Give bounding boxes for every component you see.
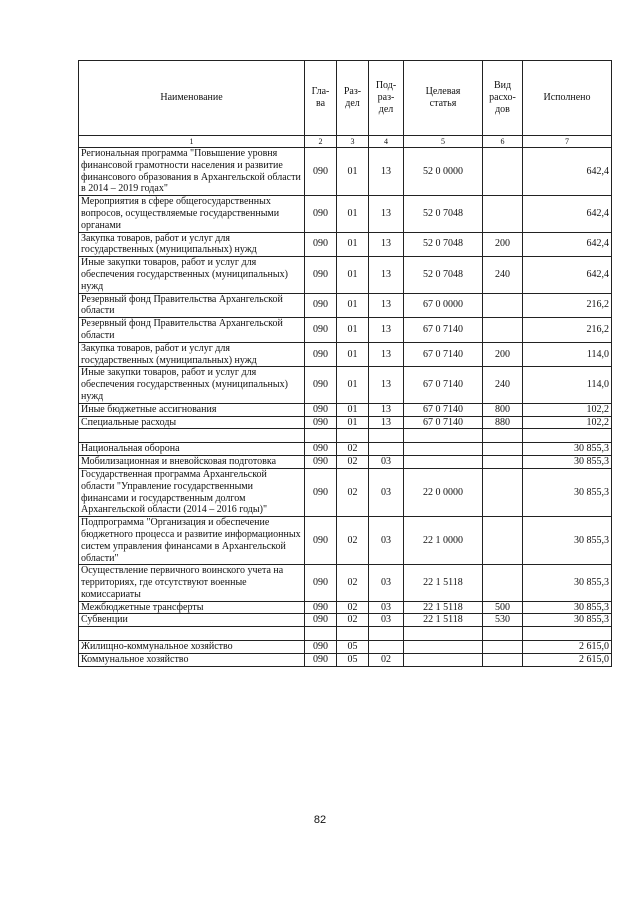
- table-row: [79, 614, 612, 627]
- table-row: [79, 342, 612, 367]
- empty-cell: [337, 429, 369, 443]
- cell-expense-type: 200: [483, 232, 523, 257]
- table-row: [79, 443, 612, 456]
- table-row: [79, 196, 612, 232]
- column-number: 2: [305, 136, 337, 148]
- cell-target-article: 67 0 7140: [404, 416, 483, 429]
- cell-name: Национальная оборона: [79, 443, 305, 456]
- table-row: [79, 367, 612, 403]
- cell-name: Закупка товаров, работ и услуг для государственных (муниципальных) нужд: [79, 232, 305, 257]
- cell-name: Иные закупки товаров, работ и услуг для обеспечения государственных (муниципальных) нужд: [79, 257, 305, 293]
- cell-name: Жилищно-коммунальное хозяйство: [79, 641, 305, 654]
- cell-target-article: 67 0 7140: [404, 318, 483, 343]
- cell-chapter: 090: [305, 601, 337, 614]
- cell-executed-amount: 102,2: [523, 403, 612, 416]
- cell-expense-type: 200: [483, 342, 523, 367]
- cell-name: Резервный фонд Правительства Архангельской области: [79, 318, 305, 343]
- cell-executed-amount: 642,4: [523, 257, 612, 293]
- cell-chapter: 090: [305, 318, 337, 343]
- empty-cell: [369, 627, 404, 641]
- cell-executed-amount: 30 855,3: [523, 565, 612, 601]
- cell-name: Мобилизационная и вневойсковая подготовка: [79, 456, 305, 469]
- cell-chapter: 090: [305, 293, 337, 318]
- cell-subsection: 13: [369, 416, 404, 429]
- cell-section: 05: [337, 654, 369, 667]
- cell-chapter: 090: [305, 257, 337, 293]
- cell-expense-type: [483, 318, 523, 343]
- cell-executed-amount: 2 615,0: [523, 654, 612, 667]
- column-number: 6: [483, 136, 523, 148]
- cell-target-article: 22 1 5118: [404, 565, 483, 601]
- column-number: 7: [523, 136, 612, 148]
- cell-expense-type: [483, 293, 523, 318]
- table-header-row: [79, 61, 612, 136]
- cell-subsection: [369, 641, 404, 654]
- cell-name: Иные закупки товаров, работ и услуг для обеспечения государственных (муниципальных) нужд: [79, 367, 305, 403]
- header-subsection: Под- раз- дел: [369, 61, 404, 136]
- cell-target-article: 67 0 0000: [404, 293, 483, 318]
- cell-subsection: 13: [369, 232, 404, 257]
- cell-target-article: 22 1 5118: [404, 614, 483, 627]
- cell-section: 01: [337, 403, 369, 416]
- cell-chapter: 090: [305, 517, 337, 565]
- cell-target-article: 52 0 7048: [404, 257, 483, 293]
- cell-subsection: 13: [369, 367, 404, 403]
- cell-chapter: 090: [305, 641, 337, 654]
- cell-name: Иные бюджетные ассигнования: [79, 403, 305, 416]
- cell-section: 01: [337, 232, 369, 257]
- cell-name: Субвенции: [79, 614, 305, 627]
- table-row: [79, 641, 612, 654]
- cell-executed-amount: 216,2: [523, 293, 612, 318]
- cell-expense-type: 240: [483, 367, 523, 403]
- cell-expense-type: [483, 443, 523, 456]
- cell-target-article: 52 0 0000: [404, 148, 483, 196]
- column-number: 4: [369, 136, 404, 148]
- cell-section: 02: [337, 456, 369, 469]
- cell-subsection: 13: [369, 148, 404, 196]
- cell-subsection: 13: [369, 196, 404, 232]
- cell-target-article: [404, 641, 483, 654]
- cell-name: Специальные расходы: [79, 416, 305, 429]
- cell-target-article: 67 0 7140: [404, 367, 483, 403]
- column-number: 3: [337, 136, 369, 148]
- cell-executed-amount: 216,2: [523, 318, 612, 343]
- cell-expense-type: [483, 565, 523, 601]
- cell-chapter: 090: [305, 232, 337, 257]
- cell-executed-amount: 642,4: [523, 232, 612, 257]
- cell-subsection: 03: [369, 456, 404, 469]
- cell-subsection: 03: [369, 614, 404, 627]
- cell-name: Государственная программа Архангельской области "Управление государственными финансами и государственным долгом Архангельской области (2014 – 2016 годы)": [79, 468, 305, 516]
- cell-section: 01: [337, 318, 369, 343]
- cell-section: 02: [337, 565, 369, 601]
- header-expense-type: Вид расхо- дов: [483, 61, 523, 136]
- budget-execution-table: [78, 60, 612, 667]
- cell-executed-amount: 30 855,3: [523, 601, 612, 614]
- table-row: [79, 601, 612, 614]
- cell-executed-amount: 30 855,3: [523, 517, 612, 565]
- column-number: 5: [404, 136, 483, 148]
- cell-target-article: 22 1 0000: [404, 517, 483, 565]
- cell-section: 01: [337, 148, 369, 196]
- cell-chapter: 090: [305, 416, 337, 429]
- table-row: [79, 232, 612, 257]
- cell-chapter: 090: [305, 367, 337, 403]
- cell-target-article: 52 0 7048: [404, 232, 483, 257]
- cell-expense-type: [483, 456, 523, 469]
- empty-cell: [337, 627, 369, 641]
- cell-section: 02: [337, 614, 369, 627]
- cell-section: 01: [337, 416, 369, 429]
- cell-target-article: 67 0 7140: [404, 403, 483, 416]
- cell-target-article: 22 0 0000: [404, 468, 483, 516]
- table-row: [79, 148, 612, 196]
- cell-expense-type: [483, 468, 523, 516]
- cell-subsection: 13: [369, 403, 404, 416]
- cell-chapter: 090: [305, 342, 337, 367]
- cell-expense-type: 800: [483, 403, 523, 416]
- table-row: [79, 318, 612, 343]
- cell-expense-type: 500: [483, 601, 523, 614]
- cell-chapter: 090: [305, 148, 337, 196]
- cell-chapter: 090: [305, 614, 337, 627]
- empty-cell: [523, 627, 612, 641]
- cell-executed-amount: 30 855,3: [523, 614, 612, 627]
- cell-section: 02: [337, 601, 369, 614]
- cell-section: 01: [337, 293, 369, 318]
- table-body: [79, 136, 612, 667]
- cell-chapter: 090: [305, 654, 337, 667]
- table-row: [79, 403, 612, 416]
- empty-cell: [369, 429, 404, 443]
- table-row: [79, 565, 612, 601]
- empty-cell: [483, 429, 523, 443]
- cell-section: 01: [337, 342, 369, 367]
- table-row: [79, 456, 612, 469]
- cell-section: 01: [337, 196, 369, 232]
- cell-section: 05: [337, 641, 369, 654]
- cell-subsection: 02: [369, 654, 404, 667]
- column-number-row: [79, 136, 612, 148]
- cell-section: 01: [337, 257, 369, 293]
- header-name: Наименование: [79, 61, 305, 136]
- cell-name: Осуществление первичного воинского учета на территориях, где отсутствуют военные комиссариаты: [79, 565, 305, 601]
- table-row: [79, 257, 612, 293]
- cell-executed-amount: 642,4: [523, 196, 612, 232]
- cell-name: Мероприятия в сфере общегосударственных вопросов, осуществляемые государственными органами: [79, 196, 305, 232]
- page-number: 82: [313, 814, 327, 826]
- header-target-article: Целевая статья: [404, 61, 483, 136]
- cell-executed-amount: 30 855,3: [523, 443, 612, 456]
- blank-row: [79, 627, 612, 641]
- cell-expense-type: 240: [483, 257, 523, 293]
- cell-section: 02: [337, 443, 369, 456]
- cell-subsection: 13: [369, 318, 404, 343]
- table-row: [79, 416, 612, 429]
- cell-name: Региональная программа "Повышение уровня финансовой грамотности населения и развитие финансового образования в Архангельской области в 2014 – 2019 годах": [79, 148, 305, 196]
- cell-target-article: 67 0 7140: [404, 342, 483, 367]
- header-executed: Исполнено: [523, 61, 612, 136]
- cell-name: Подпрограмма "Организация и обеспечение бюджетного процесса и развитие информационных систем управления финансами в Архангельской области": [79, 517, 305, 565]
- header-section: Раз- дел: [337, 61, 369, 136]
- table-row: [79, 468, 612, 516]
- cell-executed-amount: 114,0: [523, 367, 612, 403]
- empty-cell: [305, 627, 337, 641]
- cell-executed-amount: 102,2: [523, 416, 612, 429]
- empty-cell: [404, 627, 483, 641]
- cell-expense-type: [483, 148, 523, 196]
- cell-executed-amount: 114,0: [523, 342, 612, 367]
- cell-executed-amount: 642,4: [523, 148, 612, 196]
- empty-cell: [404, 429, 483, 443]
- cell-expense-type: 530: [483, 614, 523, 627]
- cell-name: Резервный фонд Правительства Архангельской области: [79, 293, 305, 318]
- cell-subsection: [369, 443, 404, 456]
- cell-section: 01: [337, 367, 369, 403]
- cell-subsection: 13: [369, 257, 404, 293]
- cell-chapter: 090: [305, 565, 337, 601]
- cell-expense-type: [483, 196, 523, 232]
- empty-cell: [305, 429, 337, 443]
- cell-section: 02: [337, 517, 369, 565]
- cell-chapter: 090: [305, 443, 337, 456]
- cell-executed-amount: 30 855,3: [523, 468, 612, 516]
- cell-chapter: 090: [305, 403, 337, 416]
- cell-subsection: 03: [369, 601, 404, 614]
- cell-target-article: [404, 443, 483, 456]
- cell-chapter: 090: [305, 456, 337, 469]
- cell-name: Коммунальное хозяйство: [79, 654, 305, 667]
- cell-section: 02: [337, 468, 369, 516]
- column-number: 1: [79, 136, 305, 148]
- cell-name: Закупка товаров, работ и услуг для государственных (муниципальных) нужд: [79, 342, 305, 367]
- table-row: [79, 654, 612, 667]
- empty-cell: [79, 429, 305, 443]
- cell-subsection: 13: [369, 342, 404, 367]
- blank-row: [79, 429, 612, 443]
- cell-subsection: 03: [369, 517, 404, 565]
- cell-target-article: [404, 456, 483, 469]
- cell-chapter: 090: [305, 468, 337, 516]
- empty-cell: [523, 429, 612, 443]
- cell-subsection: 13: [369, 293, 404, 318]
- empty-cell: [483, 627, 523, 641]
- cell-name: Межбюджетные трансферты: [79, 601, 305, 614]
- cell-expense-type: [483, 641, 523, 654]
- table-row: [79, 293, 612, 318]
- cell-expense-type: 880: [483, 416, 523, 429]
- empty-cell: [79, 627, 305, 641]
- cell-executed-amount: 2 615,0: [523, 641, 612, 654]
- cell-executed-amount: 30 855,3: [523, 456, 612, 469]
- cell-subsection: 03: [369, 468, 404, 516]
- cell-subsection: 03: [369, 565, 404, 601]
- header-chapter: Гла- ва: [305, 61, 337, 136]
- cell-target-article: 22 1 5118: [404, 601, 483, 614]
- table-row: [79, 517, 612, 565]
- cell-chapter: 090: [305, 196, 337, 232]
- cell-target-article: 52 0 7048: [404, 196, 483, 232]
- cell-expense-type: [483, 654, 523, 667]
- cell-target-article: [404, 654, 483, 667]
- cell-expense-type: [483, 517, 523, 565]
